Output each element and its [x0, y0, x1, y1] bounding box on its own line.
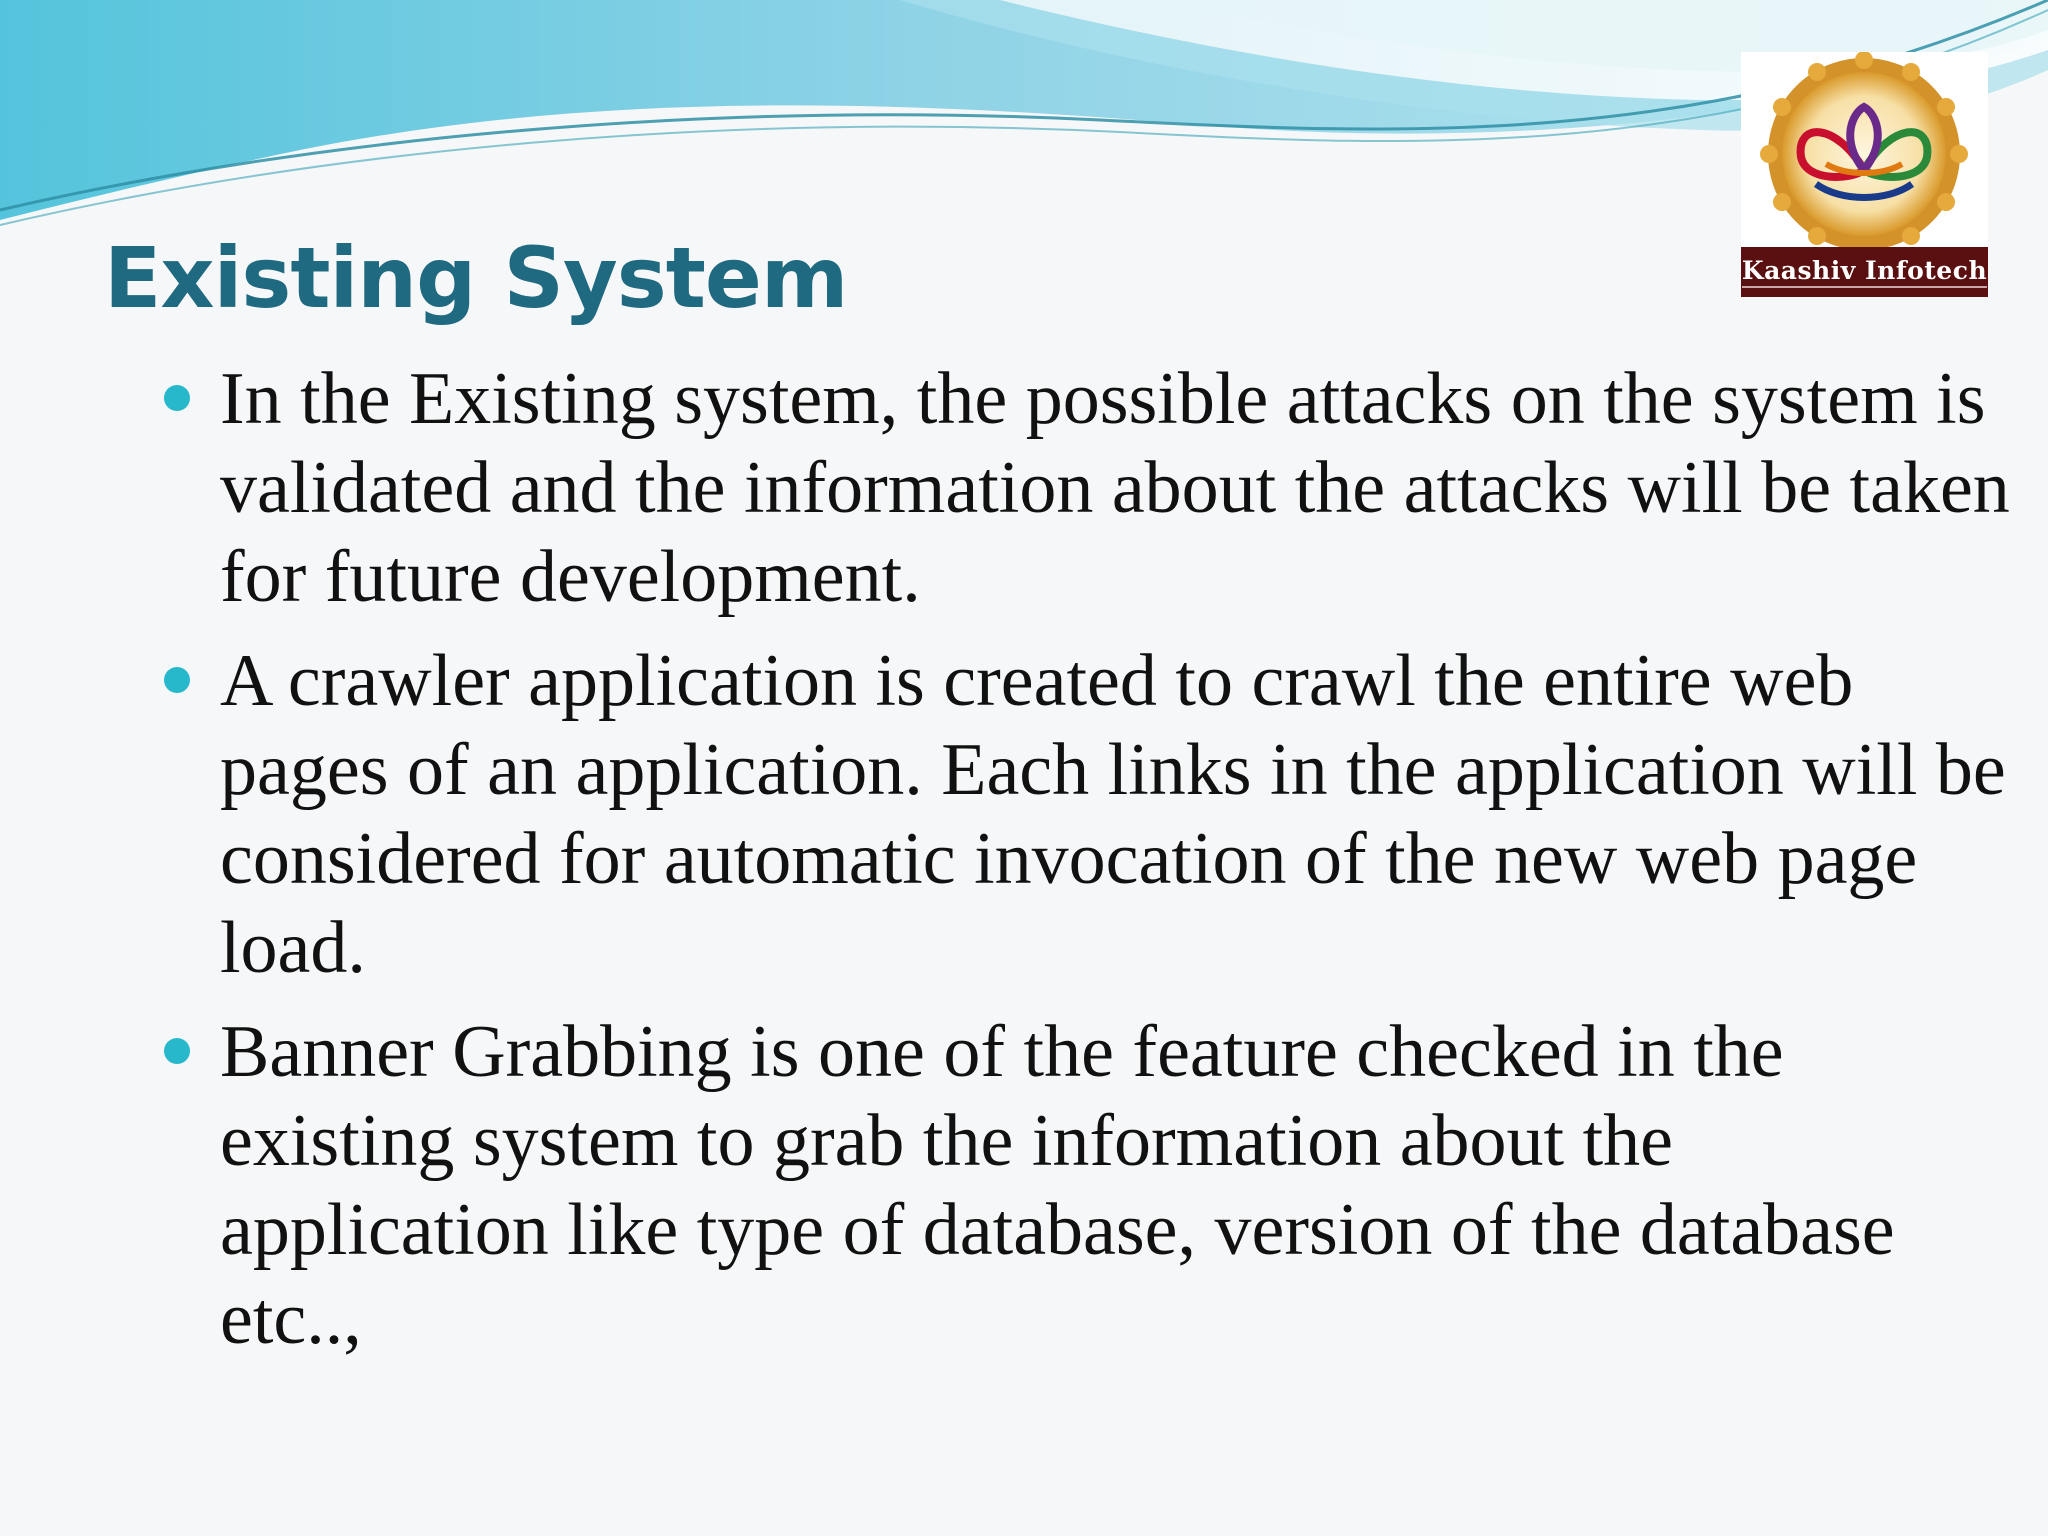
bullet-item — [160, 1008, 2010, 1364]
bullet-item — [160, 637, 2010, 993]
bullet-dot-icon — [164, 667, 190, 693]
logo-banner — [1741, 247, 1988, 297]
bullet-text: Banner Grabbing is one of the feature checked in the existing system to grab the information about the application like type of database, version of the database etc.., — [220, 1011, 1895, 1360]
slide-title: Existing System — [104, 229, 848, 327]
bullet-item — [160, 355, 2010, 622]
bullet-dot-icon — [164, 1038, 190, 1064]
bullet-text: In the Existing system, the possible attacks on the system is validated and the information about the attacks will be taken for future development. — [220, 358, 2010, 618]
bullet-text: A crawler application is created to crawl the entire web pages of an application. Each links in the application will be considered for automatic invocation of the new web page load. — [220, 640, 2006, 989]
lotus-emblem-icon — [1741, 52, 1988, 248]
bullet-list — [160, 355, 2010, 1379]
logo — [1741, 52, 1988, 297]
logo-text: Kaashiv Infotech — [1742, 256, 1987, 288]
bullet-dot-icon — [164, 385, 190, 411]
